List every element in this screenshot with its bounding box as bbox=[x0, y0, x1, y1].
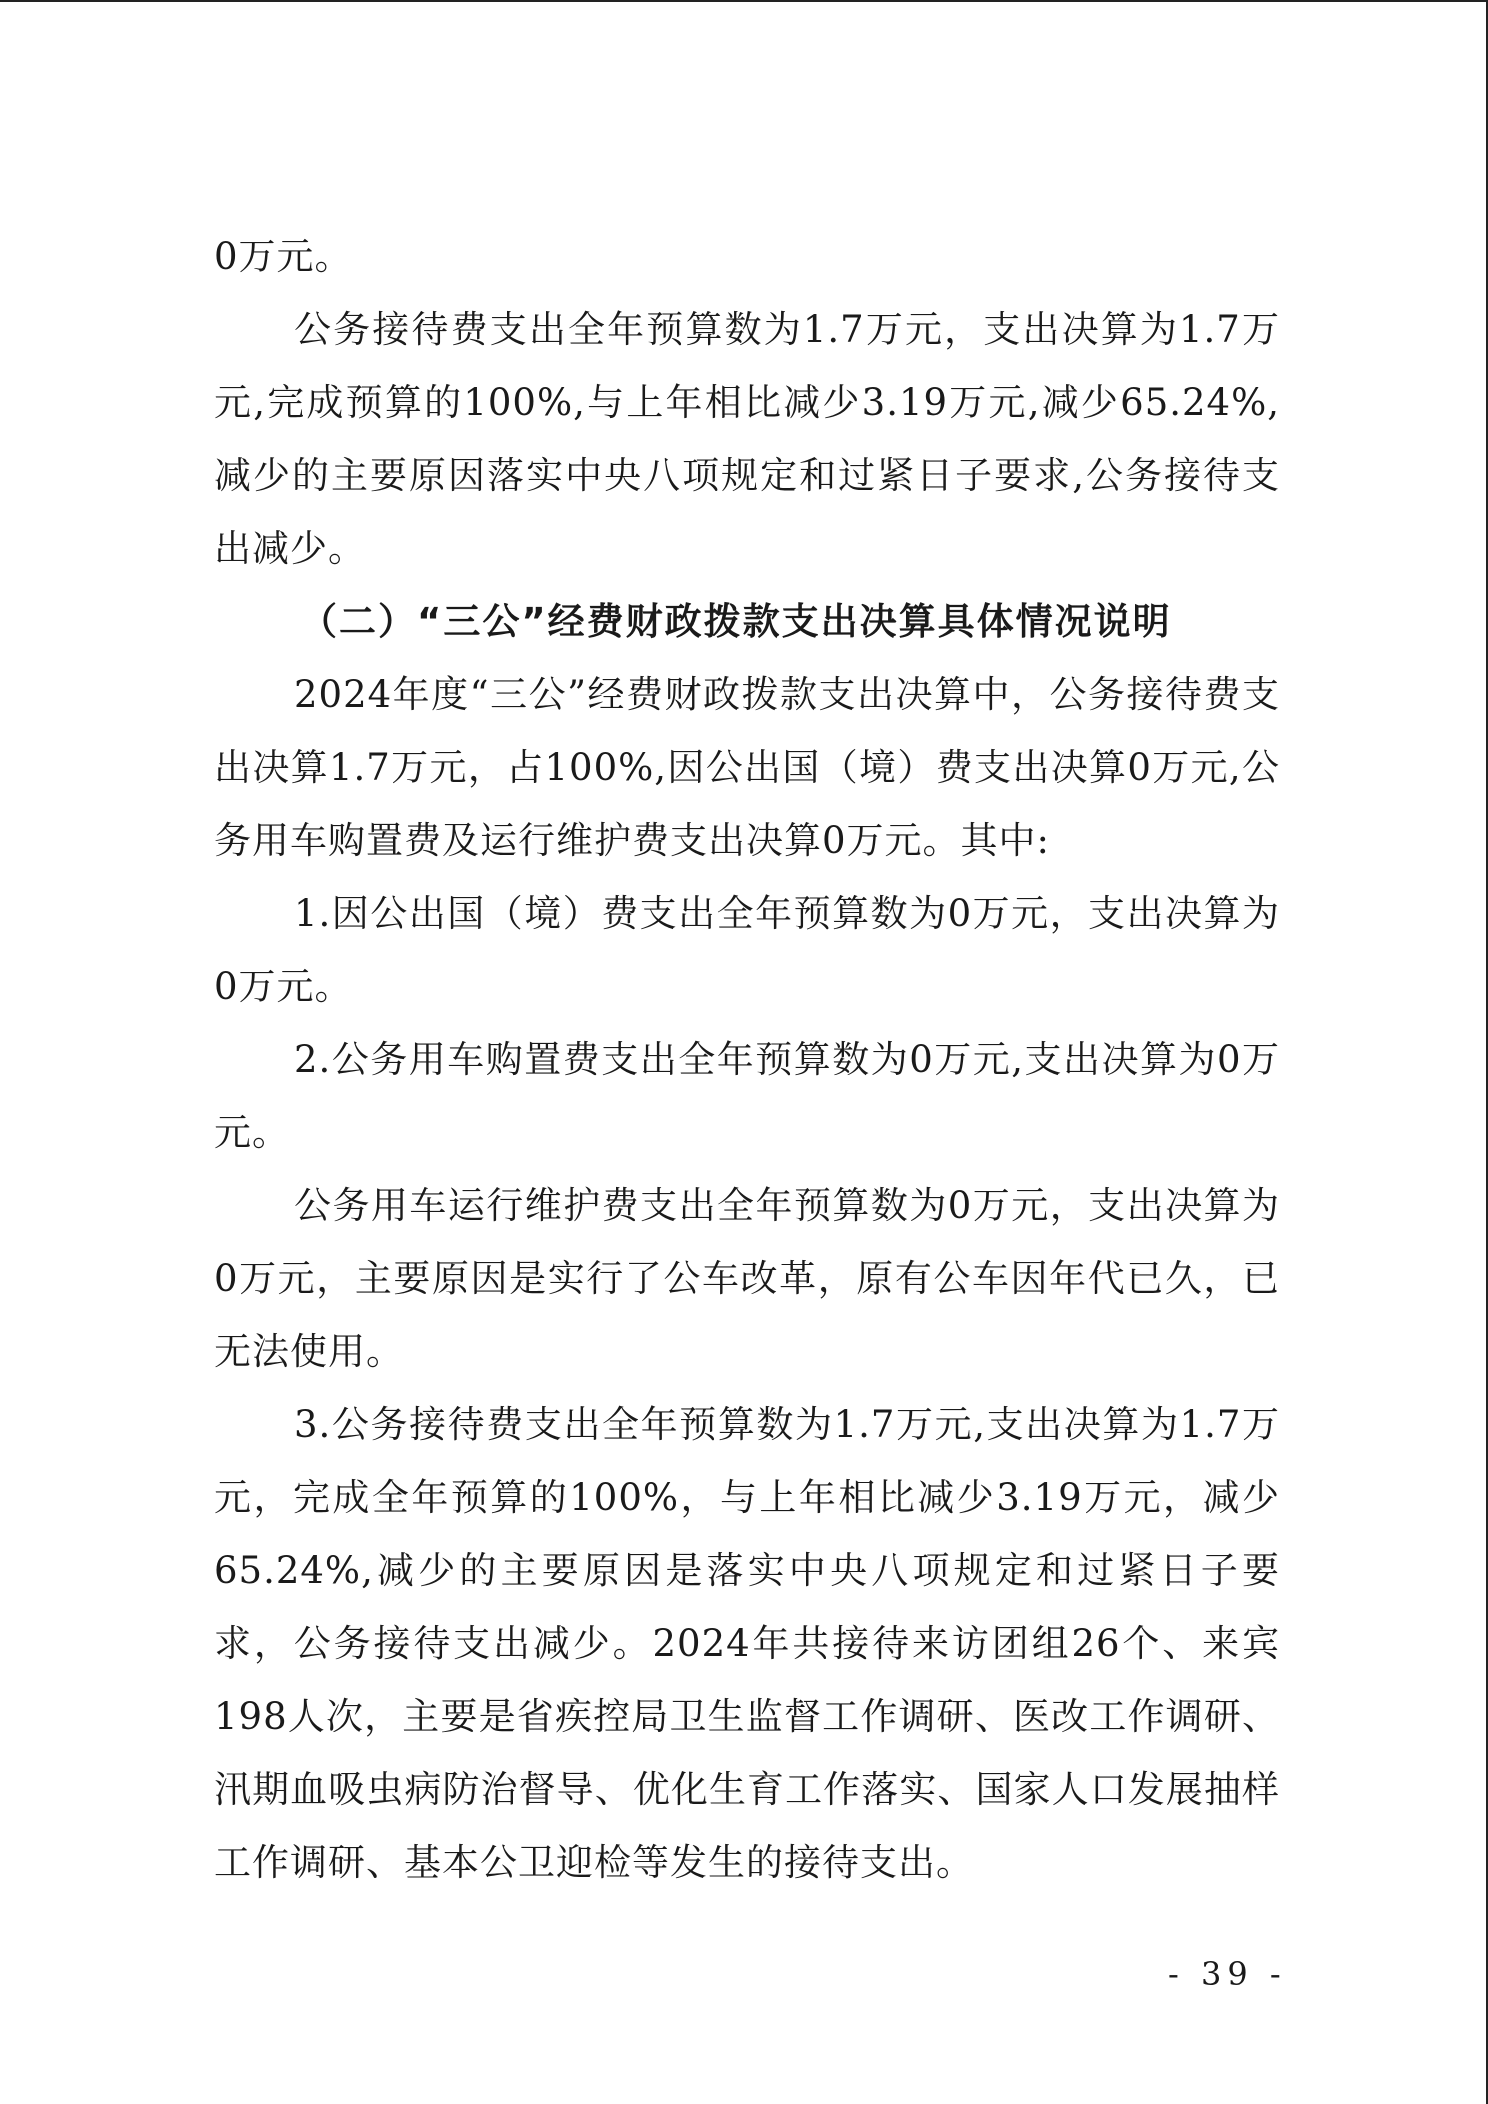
paragraph-reception-detail: 3.公务接待费支出全年预算数为1.7万元,支出决算为1.7万元，完成全年预算的100%，与上年相比减少3.19万元，减少65.24%,减少的主要原因是落实中央八项规定和过紧日子要求，公务接待支出减少。2024年共接待来访团组26个、来宾198人次，主要是省疾控局卫生监督工作调研、医改工作调研、汛期血吸虫病防治督导、优化生育工作落实、国家人口发展抽样工作调研、基本公卫迎检等发生的接待支出。 bbox=[214, 1403, 1280, 1884]
page-border-top bbox=[0, 0, 1488, 2]
paragraph-overview: 2024年度“三公”经费财政拨款支出决算中，公务接待费支出决算1.7万元，占100%,因公出国（境）费支出决算0万元,公务用车购置费及运行维护费支出决算0万元。其中: bbox=[214, 673, 1280, 862]
paragraph-overseas-travel: 1.因公出国（境）费支出全年预算数为0万元，支出决算为0万元。 bbox=[214, 892, 1280, 1008]
paragraph-reception-summary: 公务接待费支出全年预算数为1.7万元，支出决算为1.7万元,完成预算的100%,与上年相比减少3.19万元,减少65.24%,减少的主要原因落实中央八项规定和过紧日子要求,公务接待支出减少。 bbox=[214, 308, 1280, 570]
section-heading: （二）“三公”经费财政拨款支出决算具体情况说明 bbox=[300, 600, 1172, 643]
paragraph-vehicle-maintenance: 公务用车运行维护费支出全年预算数为0万元，支出决算为0万元，主要原因是实行了公车改革，原有公车因年代已久，已无法使用。 bbox=[214, 1184, 1280, 1373]
paragraph-continuation: 0万元。 bbox=[214, 235, 353, 278]
paragraph-vehicle-purchase: 2.公务用车购置费支出全年预算数为0万元,支出决算为0万元。 bbox=[214, 1038, 1280, 1154]
page-number: - 39 - bbox=[1168, 1955, 1287, 1993]
document-body bbox=[214, 220, 1280, 1899]
